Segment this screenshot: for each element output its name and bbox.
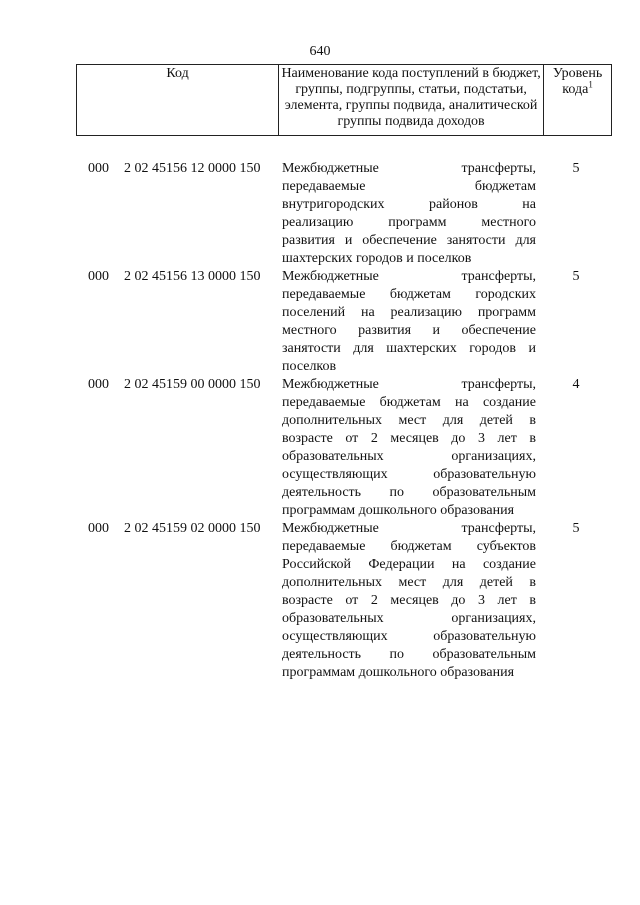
revenue-name-line: реализацию программ местного (282, 215, 536, 230)
revenue-name-line: Межбюджетные трансферты, (282, 269, 536, 284)
revenue-name-line: Межбюджетные трансферты, (282, 521, 536, 536)
revenue-name-line: осуществляющих образовательную (282, 629, 536, 644)
header-code-label: Код (166, 66, 189, 81)
revenue-name-line: внутригородских районов на (282, 197, 536, 212)
revenue-name-line: поселений на реализацию программ (282, 305, 536, 320)
table-header (76, 64, 612, 136)
header-name (279, 65, 544, 136)
code-level: 5 (572, 161, 580, 176)
revenue-name-line: развития и обеспечение занятости для (282, 233, 536, 248)
code-level: 4 (572, 377, 580, 392)
revenue-name-line: деятельность по образовательным (282, 485, 536, 500)
revenue-name-line: передаваемые бюджетам (282, 179, 536, 194)
revenue-name-line: Межбюджетные трансферты, (282, 377, 536, 392)
code-level: 5 (572, 521, 580, 536)
table-row (0, 160, 640, 268)
admin-code: 000 (88, 269, 109, 284)
revenue-name (282, 268, 536, 376)
revenue-name-line: шахтерских городов и поселков (282, 251, 472, 266)
revenue-code: 2 02 45156 12 0000 150 (124, 161, 261, 176)
revenue-code: 2 02 45159 00 0000 150 (124, 377, 261, 392)
revenue-code: 2 02 45159 02 0000 150 (124, 521, 261, 536)
header-level (544, 65, 612, 136)
revenue-name-line: Межбюджетные трансферты, (282, 161, 536, 176)
revenue-name-line: передаваемые бюджетам на создание (282, 395, 536, 410)
revenue-name-line: занятости для шахтерских городов и (282, 341, 536, 356)
revenue-name-line: местного развития и обеспечение (282, 323, 536, 338)
admin-code: 000 (88, 521, 109, 536)
revenue-name-line: образовательных организациях, (282, 449, 536, 464)
revenue-name-line: дополнительных мест для детей в (282, 413, 536, 428)
revenue-name-line: возрасте от 2 месяцев до 3 лет в (282, 431, 536, 446)
header-code (77, 65, 279, 136)
code-level: 5 (572, 269, 580, 284)
header-name-label: Наименование кода поступлений в бюджет, группы, подгруппы, статьи, подстатьи, элемента, группы подвида, аналитической группы подвида доходов (281, 66, 541, 129)
footnote-marker: 1 (588, 79, 593, 90)
revenue-name (282, 520, 536, 682)
header-level-label: Уровень кода (552, 66, 603, 97)
revenue-name (282, 376, 536, 520)
revenue-name-line: образовательных организациях, (282, 611, 536, 626)
revenue-name-line: передаваемые бюджетам субъектов (282, 539, 536, 554)
admin-code: 000 (88, 161, 109, 176)
revenue-name-line: программам дошкольного образования (282, 665, 515, 680)
revenue-name-line: дополнительных мест для детей в (282, 575, 536, 590)
revenue-name (282, 160, 536, 268)
page-number: 640 (309, 44, 331, 59)
revenue-name-line: поселков (282, 359, 337, 374)
revenue-name-line: Российской Федерации на создание (282, 557, 536, 572)
table-body (0, 160, 640, 682)
admin-code: 000 (88, 377, 109, 392)
table-row (0, 520, 640, 682)
table-row (0, 376, 640, 520)
revenue-name-line: осуществляющих образовательную (282, 467, 536, 482)
revenue-name-line: возрасте от 2 месяцев до 3 лет в (282, 593, 536, 608)
revenue-name-line: деятельность по образовательным (282, 647, 536, 662)
revenue-name-line: программам дошкольного образования (282, 503, 515, 518)
revenue-name-line: передаваемые бюджетам городских (282, 287, 536, 302)
revenue-code: 2 02 45156 13 0000 150 (124, 269, 261, 284)
table-row (0, 268, 640, 376)
